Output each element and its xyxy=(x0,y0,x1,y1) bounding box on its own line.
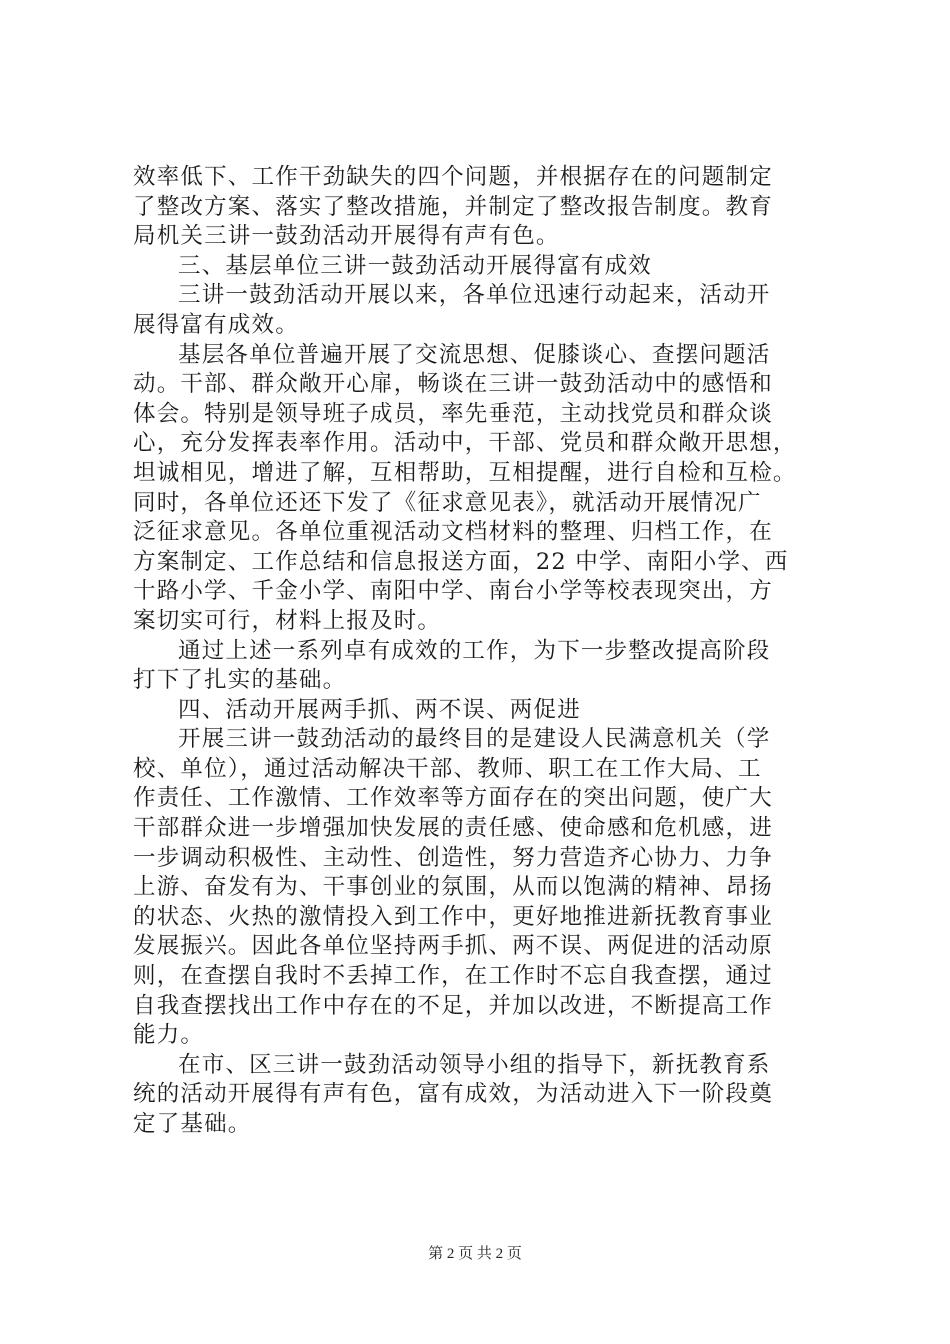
text-line: 开展三讲一鼓劲活动的最终目的是建设人民满意机关（学 xyxy=(178,726,771,753)
text-line: 打下了扎实的基础。 xyxy=(133,667,347,694)
text-line: 上游、奋发有为、干事创业的氛围，从而以饱满的精神、昂扬 xyxy=(133,874,773,901)
text-line: 局机关三讲一鼓劲活动开展得有声有色。 xyxy=(133,223,560,250)
text-line: 十路小学、千金小学、南阳中学、南台小学等校表现突出，方 xyxy=(133,578,773,605)
text-line: 的状态、火热的激情投入到工作中，更好地推进新抚教育事业 xyxy=(133,903,773,930)
text-line: 则，在查摆自我时不丢掉工作，在工作时不忘自我查摆，通过 xyxy=(133,963,773,990)
text-line: 体会。特别是领导班子成员，率先垂范，主动找党员和群众谈 xyxy=(133,400,773,427)
text-line: 动。干部、群众敞开心扉，畅谈在三讲一鼓劲活动中的感悟和 xyxy=(133,371,773,398)
text-line: 基层各单位普遍开展了交流思想、促膝谈心、查摆问题活 xyxy=(178,341,771,368)
text-line: 能力。 xyxy=(133,1022,205,1049)
text-line: 发展振兴。因此各单位坚持两手抓、两不误、两促进的活动原 xyxy=(133,933,773,960)
page-footer: 第 2 页 共 2 页 xyxy=(428,1246,522,1262)
text-line: 三讲一鼓劲活动开展以来，各单位迅速行动起来，活动开 xyxy=(178,282,771,309)
text-line: 心，充分发挥表率作用。活动中，干部、党员和群众敞开思想， xyxy=(133,430,797,457)
text-line: 通过上述一系列卓有成效的工作，为下一步整改提高阶段 xyxy=(178,637,771,664)
body-text xyxy=(133,163,833,1140)
text-line: 坦诚相见，增进了解，互相帮助，互相提醒，进行自检和互检。 xyxy=(133,459,797,486)
text-line: 三、基层单位三讲一鼓劲活动开展得富有成效 xyxy=(178,252,653,279)
text-line: 四、活动开展两手抓、两不误、两促进 xyxy=(178,696,581,723)
text-line: 作责任、工作激情、工作效率等方面存在的突出问题，使广大 xyxy=(133,785,773,812)
text-line: 在市、区三讲一鼓劲活动领导小组的指导下，新抚教育系 xyxy=(178,1051,771,1078)
text-line: 同时，各单位还还下发了《征求意见表》，就活动开展情况广 xyxy=(133,489,762,516)
text-line: 泛征求意见。各单位重视活动文档材料的整理、归档工作，在 xyxy=(133,519,773,546)
text-line: 效率低下、工作干劲缺失的四个问题，并根据存在的问题制定 xyxy=(133,164,773,190)
text-line: 干部群众进一步增强加快发展的责任感、使命感和危机感，进 xyxy=(133,815,773,842)
text-line: 校、单位），通过活动解决干部、教师、职工在工作大局、工 xyxy=(133,755,762,782)
text-line: 定了基础。 xyxy=(133,1111,252,1137)
text-line: 方案制定、工作总结和信息报送方面，22 中学、南阳小学、西 xyxy=(133,548,789,575)
text-line: 展得富有成效。 xyxy=(133,311,299,338)
text-line: 统的活动开展得有声有色，富有成效，为活动进入下一阶段奠 xyxy=(133,1081,773,1108)
text-line: 一步调动积极性、主动性、创造性，努力营造齐心协力、力争 xyxy=(133,844,773,871)
text-line: 自我查摆找出工作中存在的不足，并加以改进，不断提高工作 xyxy=(133,992,773,1019)
text-line: 案切实可行，材料上报及时。 xyxy=(133,607,442,634)
text-line: 了整改方案、落实了整改措施，并制定了整改报告制度。教育 xyxy=(133,193,773,220)
